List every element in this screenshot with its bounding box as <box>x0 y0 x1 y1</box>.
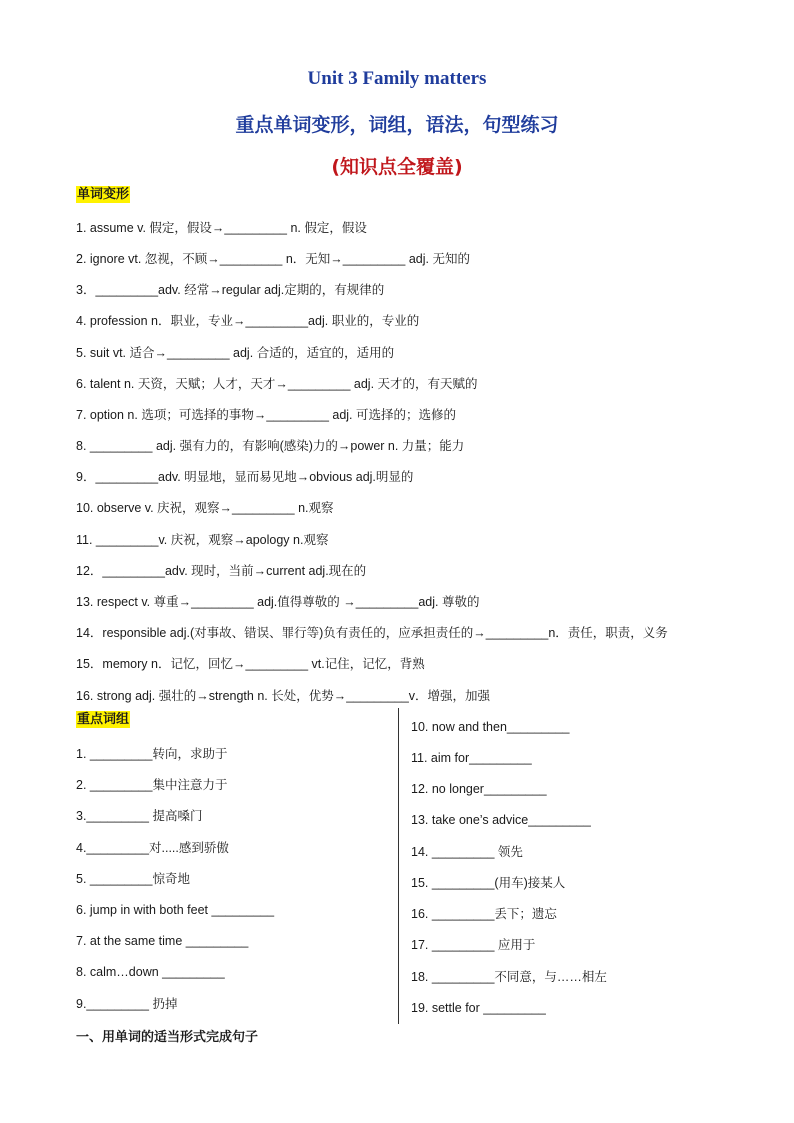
column-divider <box>398 708 399 1024</box>
section-label-sentence-completion: 一、用单词的适当形式完成句子 <box>76 1030 259 1045</box>
phrase-item: 15. _________(用车)接某人 <box>411 876 566 890</box>
phrase-item: 14. _________ 领先 <box>411 845 523 859</box>
phrase-item: 17. _________ 应用于 <box>411 938 536 952</box>
word-form-item: 12．_________adv. 现时，当前→current adj.现在的 <box>76 564 367 578</box>
page-title: Unit 3 Family matters <box>307 68 487 89</box>
phrase-item: 18. _________不同意，与……相左 <box>411 970 607 984</box>
page-subtitle: 重点单词变形，词组，语法，句型练习 <box>235 114 559 136</box>
phrase-item: 19. settle for _________ <box>411 1001 546 1015</box>
coverage-note: (知识点全覆盖) <box>331 156 463 178</box>
phrase-item: 10. now and then_________ <box>411 720 570 734</box>
word-form-item: 7. option n. 选项；可选择的事物→_________ adj. 可选择的；选修的 <box>76 408 456 422</box>
word-form-item: 5. suit vt. 适合→_________ adj. 合适的，适宜的，适用的 <box>76 346 395 360</box>
word-form-item: 9．_________adv. 明显地，显而易见地→obvious adj.明显的 <box>76 470 414 484</box>
word-form-item: 6. talent n. 天资，天赋；人才，天才→_________ adj. 天才的，有天赋的 <box>76 377 478 391</box>
word-form-item: 14．responsible adj.(对事故、错误、罪行等)负有责任的，应承担责任的→_________n．责任，职责，义务 <box>76 626 668 640</box>
word-form-item: 2. ignore vt. 忽视，不顾→_________ n．无知→_________ adj. 无知的 <box>76 252 470 266</box>
word-form-item: 4. profession n．职业，专业→_________adj. 职业的，专业的 <box>76 314 420 328</box>
phrase-item: 7. at the same time _________ <box>76 934 249 948</box>
phrase-item: 8. calm…down _________ <box>76 965 225 979</box>
phrase-item: 6. jump in with both feet _________ <box>76 903 275 917</box>
phrase-item: 2. _________集中注意力于 <box>76 778 228 792</box>
phrase-item: 5. _________惊奇地 <box>76 872 190 886</box>
phrase-item: 1. _________转向，求助于 <box>76 747 228 761</box>
section-label-word-forms: 单词变形 <box>77 187 130 202</box>
word-form-item: 15．memory n．记忆，回忆→_________ vt.记住，记忆，背熟 <box>76 657 425 671</box>
phrase-item: 12. no longer_________ <box>411 782 547 796</box>
word-form-item: 3．_________adv. 经常→regular adj.定期的，有规律的 <box>76 283 385 297</box>
word-form-item: 16. strong adj. 强壮的→strength n. 长处，优势→_________v．增强，加强 <box>76 689 491 703</box>
word-form-item: 10. observe v. 庆祝，观察→_________ n.观察 <box>76 501 334 515</box>
phrase-item: 4._________对.....感到骄傲 <box>76 841 229 855</box>
phrase-item: 11. aim for_________ <box>411 751 532 765</box>
word-form-item: 1. assume v. 假定，假设→_________ n. 假定，假设 <box>76 221 367 235</box>
phrase-item: 3._________ 提高嗓门 <box>76 809 203 823</box>
phrase-item: 13. take one’s advice_________ <box>411 813 591 827</box>
phrase-item: 9._________ 扔掉 <box>76 997 178 1011</box>
section-label-key-phrases: 重点词组 <box>77 712 130 727</box>
word-form-item: 8. _________ adj. 强有力的，有影响(感染)力的→power n. 力量；能力 <box>76 439 465 453</box>
word-form-item: 13. respect v. 尊重→_________ adj.值得尊敬的 →_________adj. 尊敬的 <box>76 595 480 609</box>
phrase-item: 16. _________丢下；遗忘 <box>411 907 557 921</box>
word-form-item: 11. _________v. 庆祝，观察→apology n.观察 <box>76 533 329 547</box>
